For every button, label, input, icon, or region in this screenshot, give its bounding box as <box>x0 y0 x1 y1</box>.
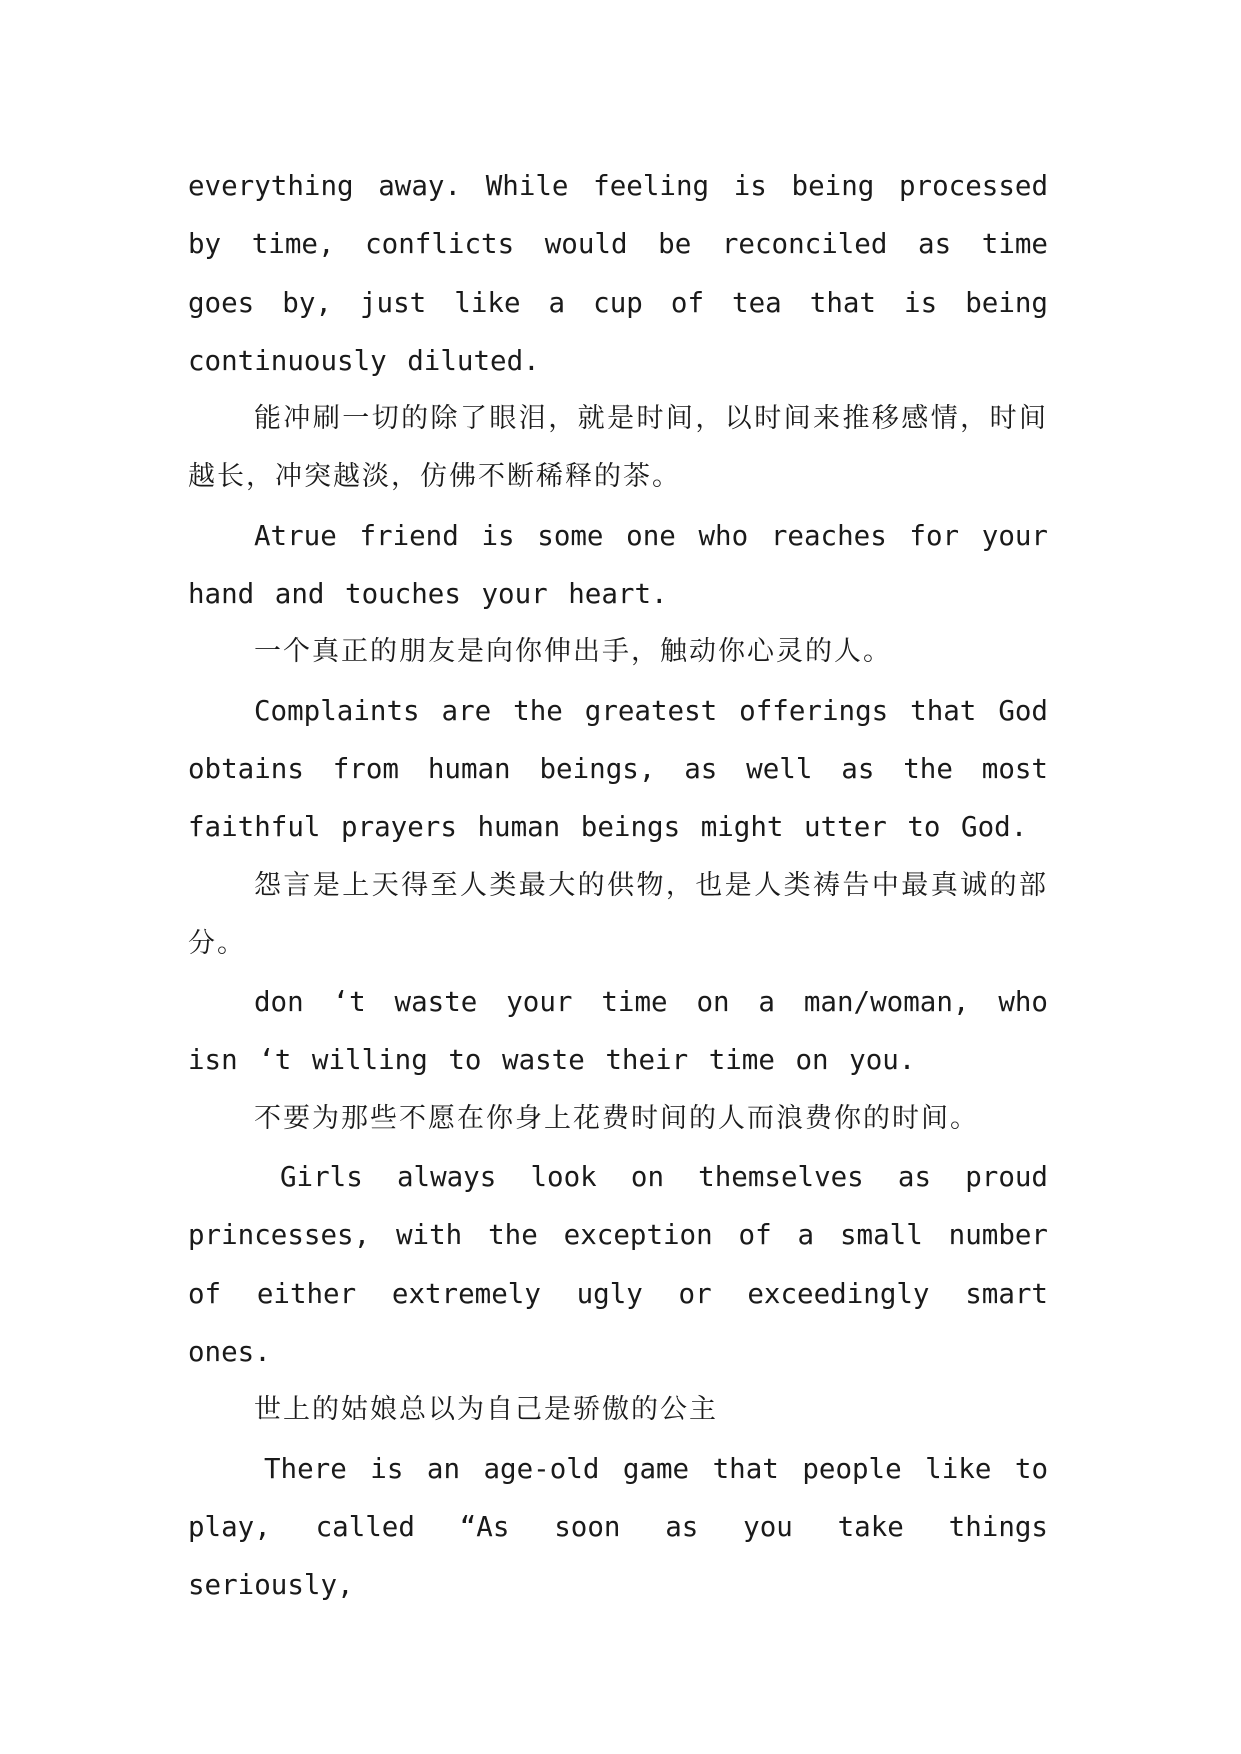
paragraph-girls-princesses: Girls always look on themselves as proud princesses, with the exception of a small number of either extremely ugly or exceedingly smart ones. <box>188 1161 1048 1368</box>
paragraph-complaints: Complaints are the greatest offerings that God obtains from human beings, as well as the most faithful prayers human beings might utter to God. <box>188 694 1048 844</box>
paragraph-age-old-game: There is an age-old game that people like to play, called “As soon as you take things seriously, <box>188 1452 1048 1602</box>
paragraph-complaints-zh: 怨言是上天得至人类最大的供物，也是人类祷告中最真诚的部分。 <box>188 869 1048 959</box>
paragraph-true-friend-zh: 一个真正的朋友是向你伸出手，触动你心灵的人。 <box>254 636 892 668</box>
document-page <box>188 157 1048 1614</box>
paragraph-girls-princesses-zh: 世上的姑娘总以为自己是骄傲的公主 <box>254 1394 718 1426</box>
paragraph-time-dilutes-feelings-zh: 能冲刷一切的除了眼泪，就是时间，以时间来推移感情，时间越长，冲突越淡，仿佛不断稀释的茶。 <box>188 403 1048 493</box>
paragraph-dont-waste-time-zh: 不要为那些不愿在你身上花费时间的人而浪费你的时间。 <box>254 1102 979 1134</box>
paragraph-true-friend: Atrue friend is some one who reaches for your hand and touches your heart. <box>188 519 1048 611</box>
paragraph-dont-waste-time: don ‘t waste your time on a man/woman, who isn ‘t willing to waste their time on you. <box>188 986 1048 1077</box>
paragraph-time-dilutes-feelings: everything away. While feeling is being processed by time, conflicts would be reconciled as time goes by, just like a cup of tea that is being continuously diluted. <box>188 170 1048 377</box>
